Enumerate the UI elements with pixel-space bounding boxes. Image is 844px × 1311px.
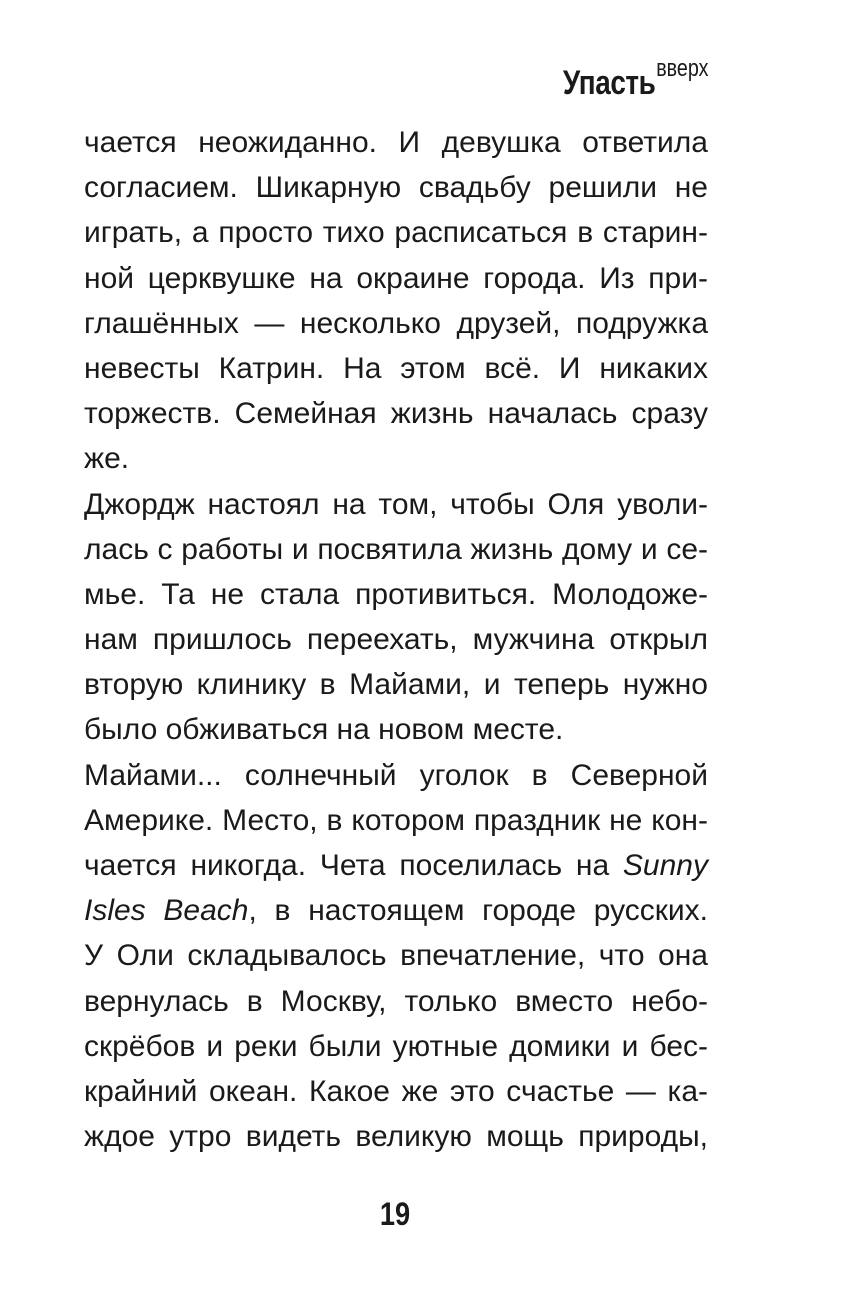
text-line: лась с работы и посвятила жизнь дому и се- <box>84 532 708 566</box>
text-line: вторую клинику в Майами, и теперь нужно <box>84 668 708 702</box>
text-line: было обживаться на новом месте. <box>84 713 564 747</box>
text-line: Америке. Место, в котором праздник не кон- <box>84 803 708 837</box>
text-line: же. <box>84 442 130 476</box>
text-line: глашённых — несколько друзей, подружка <box>84 306 708 340</box>
running-header-title-superscript: вверх <box>655 55 708 82</box>
italic-place-name: Isles Beach <box>84 894 249 928</box>
paragraph <box>84 753 708 1160</box>
text-line: Джордж настоял на том, чтобы Оля уволи- <box>84 487 708 521</box>
text-line: вернулась в Москву, только вместо небо- <box>84 984 708 1018</box>
text-line <box>84 888 708 933</box>
text-segment: , в настоящем городе русских. <box>248 894 708 928</box>
text-line: мье. Та не стала противиться. Молодоже- <box>84 577 708 611</box>
text-line: крайний океан. Какое же это счастье — ка- <box>84 1074 708 1108</box>
text-line: согласием. Шикарную свадьбу решили не <box>84 171 708 205</box>
text-line: ной церквушке на окраине города. Из при- <box>84 261 708 295</box>
text-line: У Оли складывалось впечатление, что она <box>84 939 708 973</box>
body-text <box>84 120 708 1159</box>
text-line: играть, а просто тихо расписаться в старин- <box>84 216 708 250</box>
paragraph <box>84 482 708 753</box>
running-header <box>562 55 708 103</box>
text-line: ждое утро видеть великую мощь природы, <box>84 1120 708 1154</box>
text-line: невесты Катрин. На этом всё. И никаких <box>84 351 708 385</box>
text-line: скрёбов и реки были уютные домики и бес- <box>84 1029 708 1063</box>
text-line: торжеств. Семейная жизнь началась сразу <box>84 397 708 431</box>
text-line: нам пришлось переехать, мужчина открыл <box>84 623 708 657</box>
text-line: чается неожиданно. И девушка ответила <box>84 126 708 159</box>
italic-place-name: Sunny <box>622 849 708 882</box>
text-line <box>84 843 708 888</box>
running-header-title: Упасть <box>562 64 655 102</box>
paragraph <box>84 120 708 482</box>
text-line: Майами... солнечный уголок в Северной <box>84 758 708 792</box>
page-number: 19 <box>379 1196 411 1232</box>
text-segment: чается никогда. Чета поселилась на <box>84 849 623 882</box>
